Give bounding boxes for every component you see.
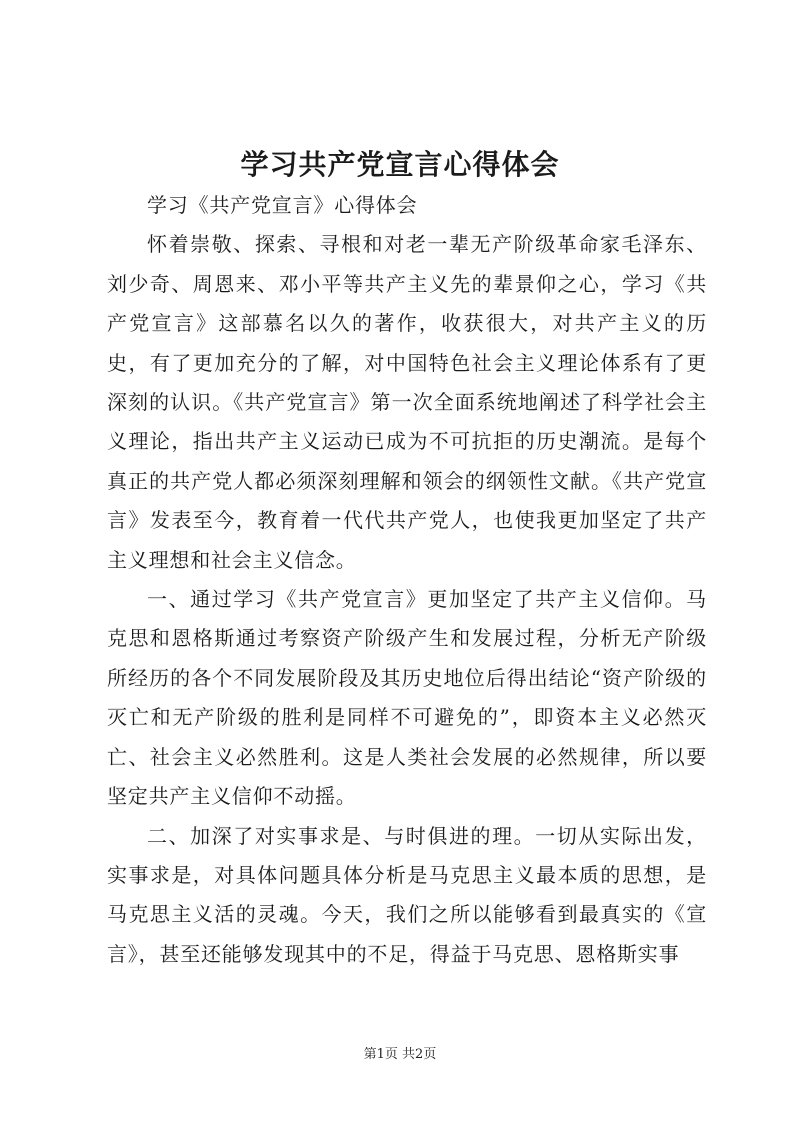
point-two-paragraph: 二、加深了对实事求是、与时俱进的理。一切从实际出发，实事求是，对具体问题具体分析是马克思主义最本质的思想，是马克思主义活的灵魂。今天，我们之所以能够看到最真实的《宣言》，甚至还能够发现其中的不足，得益于马克思、恩格斯实事 <box>107 823 707 966</box>
page-number-footer: 第1页 共2页 <box>363 1047 437 1062</box>
intro-paragraph: 怀着崇敬、探索、寻根和对老一辈无产阶级革命家毛泽东、刘少奇、周恩来、邓小平等共产主义先的辈景仰之心，学习《共产党宣言》这部慕名以久的著作，收获很大，对共产主义的历史，有了更加充分的了解，对中国特色社会主义理论体系有了更深刻的认识。《共产党宣言》第一次全面系统地阐述了科学社会主义理论，指出共产主义运动已成为不可抗拒的历史潮流。是每个真正的共产党人都必须深刻理解和领会的纲领性文献。《共产党宣言》发表至今，教育着一代代共产党人，也使我更加坚定了共产主义理想和社会主义信念。 <box>107 232 707 572</box>
point-one-paragraph: 一、通过学习《共产党宣言》更加坚定了共产主义信仰。马克思和恩格斯通过考察资产阶级产生和发展过程，分析无产阶级所经历的各个不同发展阶段及其历史地位后得出结论“资产阶级的灭亡和无产阶级的胜利是同样不可避免的”，即资本主义必然灭亡、社会主义必然胜利。这是人类社会发展的必然规律，所以要坚定共产主义信仰不动摇。 <box>107 587 707 809</box>
document-body <box>107 186 707 974</box>
document-title: 学习共产党宣言心得体会 <box>240 148 560 181</box>
subtitle-paragraph: 学习《共产党宣言》心得体会 <box>147 193 418 217</box>
